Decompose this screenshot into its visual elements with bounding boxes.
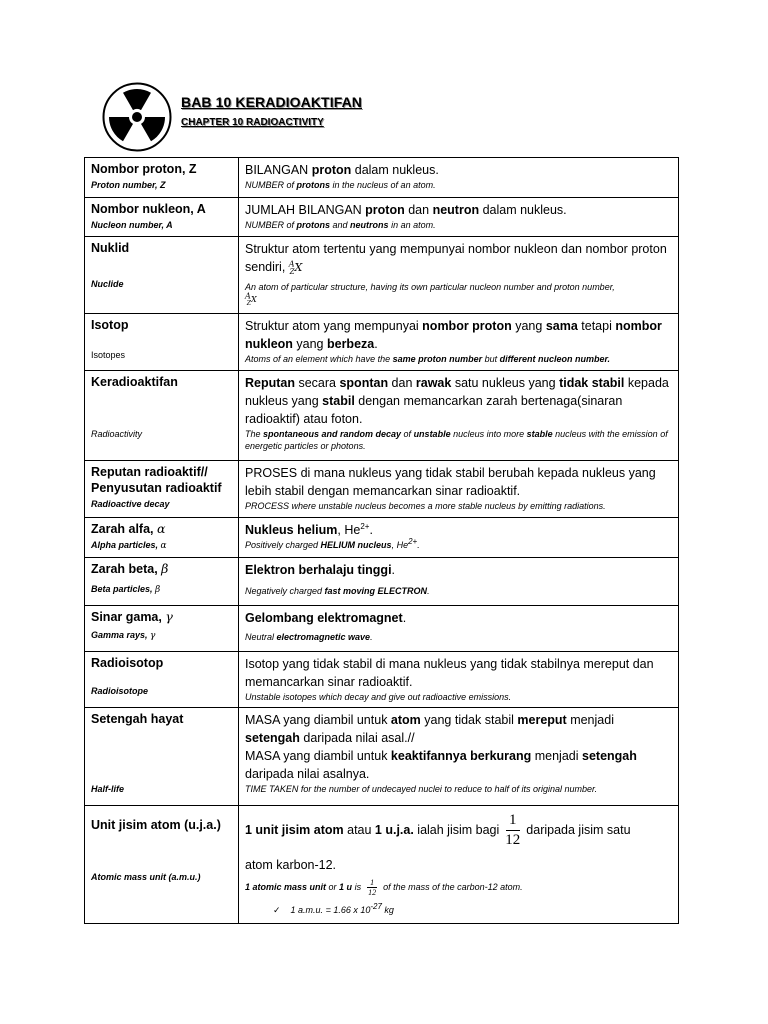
term-english: Radioactivity: [91, 428, 143, 439]
term-english: Radioisotope: [91, 685, 149, 696]
alpha-symbol: α: [157, 520, 166, 536]
definition-malay: 1 unit jisim atom atau 1 u.j.a. ialah jisim bagi $\frac{1}{12}$ daripada jisim satu: [245, 811, 631, 848]
definition-malay: Struktur atom tertentu yang mempunyai nombor nukleon dan nombor proton sendiri, $^A_Z$X: [245, 242, 667, 277]
check-icon: ✓: [273, 904, 281, 915]
term-malay: Isotop: [91, 317, 129, 332]
term-english: Nuclide: [91, 279, 124, 289]
term-english: Radioactive decay: [91, 498, 170, 509]
term-english: Gamma rays, γ: [91, 629, 156, 641]
term-english: Proton number, Z: [91, 180, 166, 190]
table-row: [85, 805, 679, 923]
term-malay: Sinar gama, γ: [91, 608, 173, 624]
fraction-one-twelfth-small: $\frac{1}{12}$: [368, 877, 377, 897]
definition-english: Neutral electromagnetic wave.: [245, 631, 373, 642]
gamma-symbol: γ: [165, 608, 173, 624]
beta-symbol: β: [161, 560, 169, 576]
table-row: [85, 370, 679, 460]
term-english: Atomic mass unit (a.m.u.): [91, 871, 201, 882]
table-row: [85, 707, 679, 805]
definition-malay: Nukleus helium, $He^{2+}$.: [245, 521, 373, 537]
table-row: [85, 605, 679, 651]
term-malay: Reputan radioaktif//: [91, 464, 208, 479]
definition-english: The spontaneous and random decay of unstable nucleus into more stable nucleus with the emission of energetic particles or photons.: [245, 428, 668, 451]
definition-malay: Struktur atom yang mempunyai nombor proton yang sama tetapi nombor nukleon yang berbeza.: [245, 318, 662, 351]
term-malay: Nombor proton, Z: [91, 162, 197, 176]
definition-english: An atom of particular structure, having its own particular nucleon number and proton number, $^A_Z$X: [245, 282, 615, 307]
table-row: [85, 460, 679, 517]
term-english: Half-life: [91, 783, 125, 794]
page-title: BAB 10 KERADIOAKTIFAN: [181, 94, 363, 110]
term-malay: Nombor nukleon, A: [91, 202, 206, 216]
definition-malay: PROSES di mana nukleus yang tidak stabil berubah kepada nukleus yang lebih stabil dengan memancarkan sinar radioaktif.: [245, 465, 656, 498]
nuclide-symbol: $^A_Z$X: [245, 291, 257, 307]
definition-english: Atoms of an element which have the same proton number but different nucleon number.: [245, 353, 610, 364]
definition-english: NUMBER of protons in the nucleus of an atom.: [245, 180, 436, 190]
radiation-trefoil-icon: [102, 82, 172, 152]
term-english: Beta particles, β: [91, 583, 161, 595]
definition-malay: Elektron berhalaju tinggi.: [245, 562, 396, 577]
definition-malay-cont: atom karbon-12.: [245, 857, 337, 872]
term-malay: Unit jisim atom (u.j.a.): [91, 817, 221, 832]
term-malay: Setengah hayat: [91, 711, 184, 726]
table-row: [85, 158, 679, 198]
term-malay: Zarah beta, β: [91, 560, 169, 576]
term-malay: Nuklid: [91, 241, 130, 255]
table-row: [85, 651, 679, 707]
definition-malay-alt: MASA yang diambil untuk keaktifannya berkurang menjadi setengah daripada nilai asalnya.: [245, 748, 637, 781]
table-row: [85, 198, 679, 237]
definition-malay: Reputan secara spontan dan rawak satu nukleus yang tidak stabil kepada nukleus yang stabil dengan memancarkan zarah bertenaga(sinaran radioaktif) atau foton.: [245, 375, 669, 426]
term-malay-alt: Penyusutan radioaktif: [91, 480, 222, 495]
definition-english: PROCESS where unstable nucleus becomes a more stable nucleus by emitting radiations.: [245, 500, 606, 511]
definition-english: NUMBER of protons and neutrons in an atom.: [245, 220, 436, 230]
definition-malay: JUMLAH BILANGAN proton dan neutron dalam nukleus.: [245, 203, 567, 217]
definition-english: Negatively charged fast moving ELECTRON.: [245, 585, 430, 596]
table-row: [85, 557, 679, 605]
page-subtitle: CHAPTER 10 RADIOACTIVITY: [181, 117, 324, 128]
definition-english: Positively charged HELIUM nucleus, $He^{2+}$.: [245, 536, 420, 550]
table-row: [85, 237, 679, 314]
table-row: [85, 313, 679, 370]
definition-malay: MASA yang diambil untuk atom yang tidak stabil mereput menjadi setengah daripada nilai asal.//: [245, 712, 614, 745]
term-malay: Radioisotop: [91, 655, 164, 670]
term-malay: Zarah alfa, α: [91, 520, 166, 536]
term-english: Isotopes: [91, 349, 126, 360]
definitions-table: [84, 157, 679, 924]
term-english: Nucleon number, A: [91, 220, 173, 230]
amu-note: ✓ 1 a.m.u. = 1.66 x $10^{-27}$ kg: [273, 901, 394, 915]
definition-malay: Isotop yang tidak stabil di mana nukleus yang tidak stabilnya mereput dan memancarkan sinar radioaktif.: [245, 656, 654, 689]
definition-english: 1 atomic mass unit or 1 u is $\frac{1}{12}$ of the mass of the carbon-12 atom.: [245, 877, 523, 897]
definition-malay: BILANGAN proton dalam nukleus.: [245, 163, 439, 177]
fraction-one-twelfth: $\frac{1}{12}$: [505, 811, 521, 848]
nuclide-symbol: $^A_Z$X: [288, 259, 303, 277]
definition-english: Unstable isotopes which decay and give out radioactive emissions.: [245, 691, 512, 702]
term-english: Alpha particles, α: [91, 539, 167, 551]
definition-malay: Gelombang elektromagnet.: [245, 610, 407, 625]
term-malay: Keradioaktifan: [91, 374, 178, 389]
definition-english: TIME TAKEN for the number of undecayed nuclei to reduce to half of its original number.: [245, 783, 598, 794]
table-row: [85, 517, 679, 557]
